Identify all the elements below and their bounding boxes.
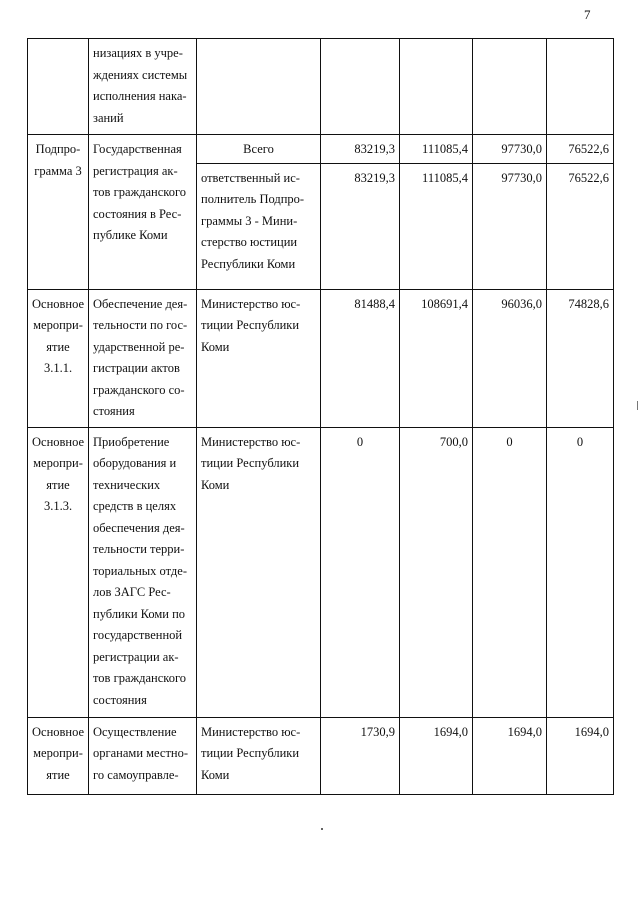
amount-cell: 97730,0	[473, 163, 547, 289]
measure-name-cell-line: публике Коми	[93, 228, 168, 242]
executor-cell-line: тиции Республики	[201, 456, 300, 470]
table-row	[28, 289, 614, 427]
amount-cell: 1694,0	[400, 717, 473, 794]
amount-cell: 111085,4	[400, 163, 473, 289]
executor-cell-line: Коми	[201, 339, 230, 354]
executor-cell	[197, 163, 321, 289]
row-label-cell-line: 3.1.3.	[43, 499, 73, 513]
amount-cell: 1694,0	[473, 717, 547, 794]
measure-name-cell-line: лов ЗАГС Рес-	[93, 585, 171, 599]
measure-name-cell	[89, 135, 197, 290]
row-label-cell-line: меропри-	[33, 746, 83, 760]
measure-name-cell	[89, 289, 197, 427]
row-label-cell-line: 3.1.1.	[43, 361, 73, 375]
row-label-cell-line: ятие	[46, 767, 70, 782]
table-row	[28, 39, 614, 135]
measure-name-cell-line: Обеспечение дея-	[93, 296, 188, 311]
executor-cell-line: Коми	[201, 767, 230, 782]
executor-cell	[197, 135, 321, 164]
measure-name-cell-line: тельности по гос-	[93, 318, 188, 332]
executor-cell-line: стерство юстиции	[201, 235, 298, 249]
amount-cell: 0	[473, 427, 547, 717]
amount-cell: 0	[547, 427, 614, 717]
amount-cell	[400, 39, 473, 135]
executor-cell-line: тиции Республики	[201, 318, 300, 332]
amount-cell: 97730,0	[473, 135, 547, 164]
measure-name-cell-line: государственной	[93, 628, 183, 642]
row-label-cell-line: Подпро-	[35, 142, 81, 156]
table-row	[28, 427, 614, 717]
measure-name-cell-line: оборудования и	[93, 456, 177, 470]
amount-cell: 81488,4	[321, 289, 400, 427]
measure-name-cell-line: публики Коми по	[93, 606, 186, 621]
measure-name-cell-line: ждениях системы	[93, 67, 188, 82]
measure-name-cell-line: Приобретение	[93, 434, 170, 449]
row-label-cell	[28, 289, 89, 427]
measure-name-cell-line: тов гражданского	[93, 671, 187, 685]
measure-name-cell-line: органами местно-	[93, 746, 189, 760]
executor-cell-line: Министерство юс-	[201, 434, 301, 449]
amount-cell: 74828,6	[547, 289, 614, 427]
measure-name-cell-line: низациях в учре-	[93, 46, 183, 60]
amount-cell: 96036,0	[473, 289, 547, 427]
executor-cell-line: Коми	[201, 477, 230, 492]
page-number: 7	[584, 7, 591, 22]
measure-name-cell-line: го самоуправле-	[93, 767, 179, 782]
measure-name-cell-line: тов гражданского	[93, 185, 187, 199]
table-row	[28, 135, 614, 164]
amount-cell	[473, 39, 547, 135]
measure-name-cell-line: регистрации ак-	[93, 649, 179, 664]
amount-cell	[547, 39, 614, 135]
executor-cell-line: тиции Республики	[201, 746, 300, 760]
executor-cell	[197, 427, 321, 717]
executor-cell-line: ответственный ис-	[201, 170, 300, 185]
row-label-cell	[28, 427, 89, 717]
measure-name-cell-line: средств в целях	[93, 499, 177, 513]
amount-cell: 108691,4	[400, 289, 473, 427]
row-label-cell	[28, 717, 89, 794]
row-label-cell-line: меропри-	[33, 318, 83, 332]
row-label-cell-line: Основное	[32, 724, 85, 739]
measure-name-cell	[89, 39, 197, 135]
amount-cell: 76522,6	[547, 163, 614, 289]
measure-name-cell	[89, 717, 197, 794]
measure-name-cell-line: состояния в Рес-	[93, 206, 182, 221]
executor-cell-line: Министерство юс-	[201, 296, 301, 311]
row-label-cell-line: ятие	[46, 477, 70, 492]
amount-cell: 1730,9	[321, 717, 400, 794]
measure-name-cell-line: технических	[93, 477, 161, 492]
measure-name-cell	[89, 427, 197, 717]
amount-cell: 83219,3	[321, 163, 400, 289]
amount-cell: 0	[321, 427, 400, 717]
executor-cell	[197, 289, 321, 427]
measure-name-cell-line: ударственной ре-	[93, 339, 185, 354]
amount-cell: 76522,6	[547, 135, 614, 164]
amount-cell: 700,0	[400, 427, 473, 717]
executor-cell-line: полнитель Подпро-	[201, 192, 305, 206]
executor-cell-line: граммы 3 - Мини-	[201, 213, 298, 228]
row-label-cell-line: ятие	[46, 339, 70, 354]
amount-cell	[321, 39, 400, 135]
amount-cell: 1694,0	[547, 717, 614, 794]
executor-cell-line: Министерство юс-	[201, 724, 301, 739]
measure-name-cell-line: состояния	[93, 692, 147, 707]
amount-cell: 111085,4	[400, 135, 473, 164]
scan-edge-mark	[637, 401, 638, 410]
measure-name-cell-line: стояния	[93, 404, 135, 418]
amount-cell: 83219,3	[321, 135, 400, 164]
row-label-cell-line: Основное	[32, 434, 85, 449]
row-label-cell-line: меропри-	[33, 456, 83, 470]
row-label-cell	[28, 39, 89, 135]
scan-speck	[321, 828, 323, 830]
executor-cell-line: Республики Коми	[201, 256, 296, 271]
executor-cell-line: Всего	[243, 142, 274, 156]
measure-name-cell-line: Государственная	[93, 142, 182, 156]
measure-name-cell-line: обеспечения дея-	[93, 520, 185, 535]
row-label-cell-line: Основное	[32, 296, 85, 311]
measure-name-cell-line: гражданского со-	[93, 382, 185, 397]
executor-cell	[197, 39, 321, 135]
measure-name-cell-line: заний	[93, 110, 124, 125]
measure-name-cell-line: тельности терри-	[93, 542, 185, 556]
measure-name-cell-line: Осуществление	[93, 724, 177, 739]
measure-name-cell-line: исполнения нака-	[93, 89, 187, 103]
measure-name-cell-line: ториальных отде-	[93, 563, 188, 578]
row-label-cell	[28, 135, 89, 290]
executor-cell	[197, 717, 321, 794]
measure-name-cell-line: регистрация ак-	[93, 163, 178, 178]
table-row	[28, 717, 614, 794]
budget-table	[27, 38, 614, 795]
measure-name-cell-line: гистрации актов	[93, 361, 180, 375]
row-label-cell-line: грамма 3	[34, 163, 82, 178]
